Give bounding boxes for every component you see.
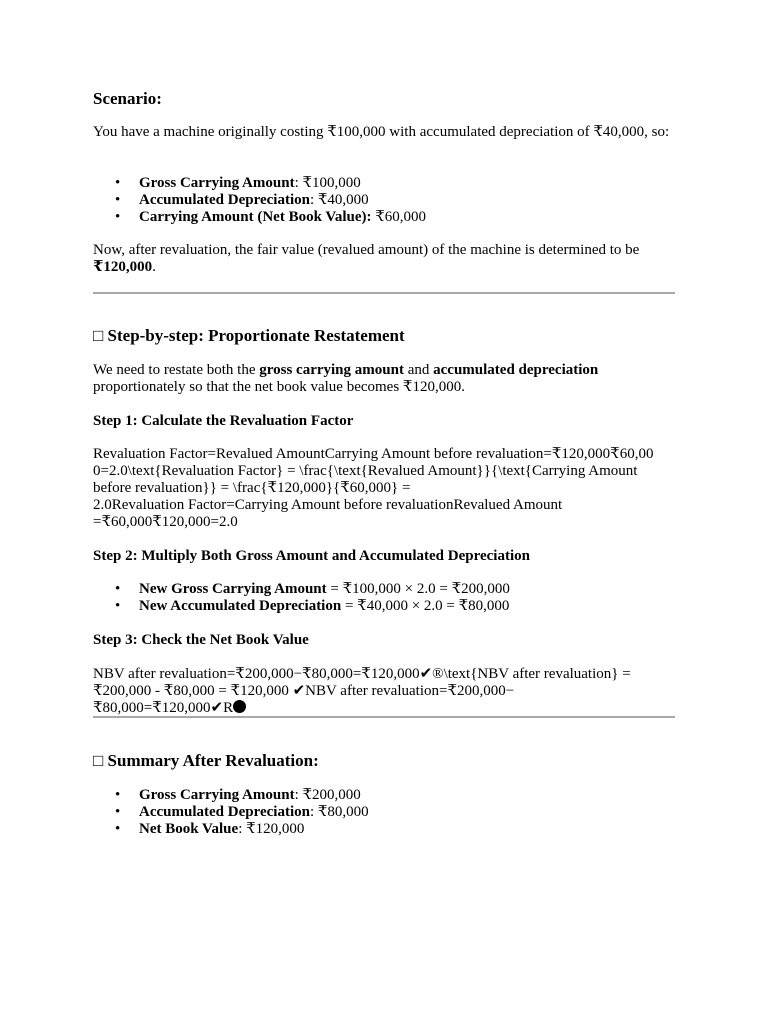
list-item (93, 581, 675, 598)
list-item (93, 209, 675, 226)
box-icon: □ (93, 751, 104, 770)
item-value: ₹40,000 (317, 192, 369, 208)
revaluation-note (93, 242, 675, 276)
item-label: Accumulated Depreciation (139, 804, 310, 820)
list-item (93, 598, 675, 615)
step1-formula (93, 446, 675, 531)
item-value: ₹100,000 (302, 175, 361, 191)
item-label: Accumulated Depreciation (139, 192, 310, 208)
item-value: : ₹80,000 (309, 804, 369, 820)
step3-formula (93, 666, 675, 717)
intro-text: and (403, 362, 434, 378)
steps-heading-text: Step-by-step: Proportionate Restatement (103, 326, 405, 345)
intro-text: proportionately so that the net book value becomes ₹120,000. (93, 379, 465, 395)
formula-line: before revaluation}} = \frac{₹120,000}{₹60,000} = (93, 480, 411, 496)
summary-list (93, 787, 675, 838)
formula-line: NBV after revaluation=₹200,000−₹80,000=₹120,000✔®\text{NBV after revaluation} = (93, 666, 631, 682)
scenario-heading: Scenario: (93, 89, 162, 108)
item-label: Gross Carrying Amount (139, 787, 295, 803)
item-label: New Accumulated Depreciation (139, 598, 342, 614)
item-label: Gross Carrying Amount (139, 175, 295, 191)
step2-title: Step 2: Multiply Both Gross Amount and Accumulated Depreciation (93, 548, 530, 564)
steps-intro (93, 362, 675, 396)
item-label: New Gross Carrying Amount (139, 581, 327, 597)
item-value: ₹60,000 (375, 209, 427, 225)
note-end: . (152, 259, 156, 275)
step2-list (93, 581, 675, 615)
dot-icon (233, 700, 246, 713)
formula-line: Revaluation Factor=Revalued AmountCarrying Amount before revaluation=₹120,000₹60,00 (93, 446, 654, 462)
divider (93, 292, 675, 294)
formula-line: 0=2.0\text{Revaluation Factor} = \frac{\text{Revalued Amount}}{\text{Carrying Amount (93, 463, 638, 479)
formula-line (93, 700, 675, 717)
item-value: = ₹40,000 × 2.0 = ₹80,000 (341, 598, 510, 614)
formula-line: =₹60,000₹120,000=2.0 (93, 514, 238, 530)
item-value: : ₹120,000 (238, 821, 305, 837)
item-label: Net Book Value (139, 821, 239, 837)
list-item (93, 175, 675, 192)
item-sep: : (309, 192, 318, 208)
intro-bold: gross carrying amount (259, 362, 404, 378)
steps-heading (93, 326, 675, 346)
step3-title: Step 3: Check the Net Book Value (93, 632, 309, 648)
list-item (93, 821, 675, 838)
item-label: Carrying Amount (Net Book Value): (139, 209, 372, 225)
formula-line: 2.0Revaluation Factor=Carrying Amount before revaluationRevalued Amount (93, 497, 563, 513)
formula-line: ₹200,000 - ₹80,000 = ₹120,000 ✔NBV after revaluation=₹200,000− (93, 683, 515, 699)
step1-title: Step 1: Calculate the Revaluation Factor (93, 413, 354, 429)
intro-bold: accumulated depreciation (433, 362, 599, 378)
summary-heading-text: Summary After Revaluation: (103, 751, 319, 770)
formula-text: ₹80,000=₹120,000✔R (93, 700, 234, 716)
item-value: = ₹100,000 × 2.0 = ₹200,000 (326, 581, 510, 597)
item-value: : ₹200,000 (294, 787, 361, 803)
box-icon: □ (93, 326, 104, 345)
divider (93, 716, 675, 718)
item-sep: : (294, 175, 303, 191)
list-item (93, 192, 675, 209)
summary-heading (93, 751, 675, 771)
scenario-intro: You have a machine originally costing ₹100,000 with accumulated depreciation of ₹40,000, so: (93, 124, 670, 140)
list-item (93, 787, 675, 804)
intro-text: We need to restate both the (93, 362, 260, 378)
list-item (93, 804, 675, 821)
fair-value: ₹120,000 (93, 259, 153, 275)
note-text: Now, after revaluation, the fair value (revalued amount) of the machine is determined to be (93, 242, 640, 258)
scenario-list (93, 175, 675, 226)
